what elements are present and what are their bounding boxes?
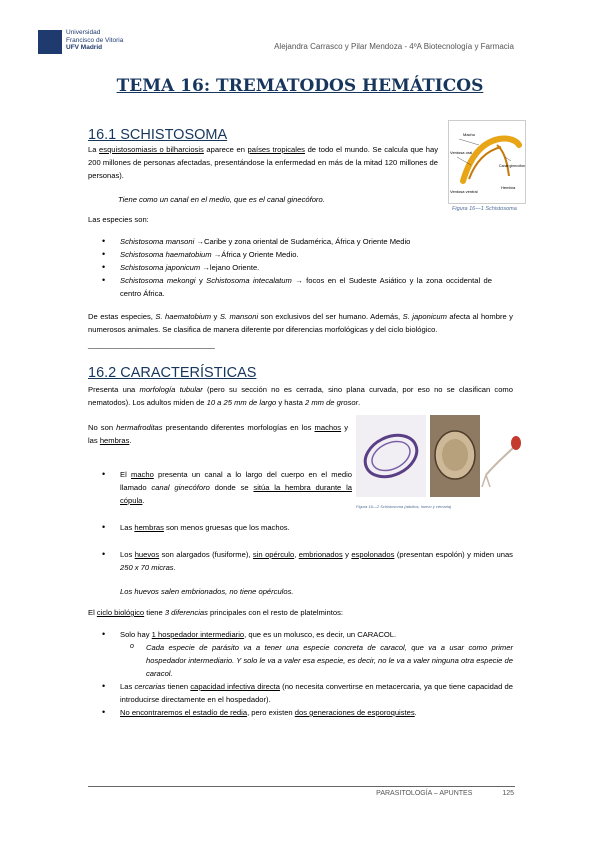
header-authors: Alejandra Carrasco y Pilar Mendoza - 4ºA Biotecnología y Farmacia	[274, 42, 514, 51]
paragraph-intro: La esquistosomiasis o bilharciosis aparece en países tropicales de todo el mundo. Se calcula que hay 200 millones de personas afectadas, presentándose la enfermedad en más de la mitad 120 millones de personas).	[88, 145, 439, 180]
paragraph-cycle: El ciclo biológico tiene 3 diferencias principales con el resto de platelmintos:	[88, 608, 343, 617]
morph-list-3	[92, 548, 513, 574]
note-canal: Tiene como un canal en el medio, que es el canal ginecóforo.	[118, 195, 325, 204]
figure-caption-16-1: Figura 16—1 Schistosoma	[452, 206, 517, 212]
page-number: 125	[502, 790, 514, 797]
difference-sublist	[120, 641, 513, 680]
morph-list-1	[92, 468, 352, 507]
morph-list-2	[92, 521, 512, 534]
page-title: TEMA 16: TREMATODOS HEMÁTICOS	[116, 76, 484, 96]
figure-label-hembra: Hembra	[501, 185, 516, 190]
bullet-huevos: • Los huevos son alargados (fusiforme), sin opérculo, embrionados y espolonados (presentan espolón) y miden unas 250 x 70 micras.	[92, 548, 513, 574]
difference-subitem: o Cada especie de parásito va a tener una especie concreta de caracol, que va a usar como primer hospedador intermediario. Y solo le va a valer esa especie, es decir, no le va a valer ninguna otra especie de caracol.	[120, 641, 513, 680]
figure-label-macho: Macho	[463, 132, 476, 137]
species-item: • Schistosoma mekongi y Schistosoma intecalatum → focos en el Sudeste Asiático y la zona occidental de centro África.	[92, 274, 492, 300]
adults-eggs-figure	[356, 415, 524, 497]
separator: ______________________________	[88, 340, 215, 349]
page-footer	[376, 790, 514, 797]
figure-label-ventosa-oral: Ventosa oral	[450, 150, 473, 155]
university-name: Universidad Francisco de Vitoria UFV Madrid	[66, 29, 124, 51]
section-heading-16-2: 16.2 CARACTERÍSTICAS	[88, 365, 257, 381]
species-item: • Schistosoma mansoni →Caribe y zona oriental de Sudamérica, África y Oriente Medio	[92, 235, 492, 248]
bullet-hembras: • Las hembras son menos gruesas que los machos.	[92, 521, 512, 534]
species-list	[92, 235, 492, 300]
species-intro: Las especies son:	[88, 215, 149, 224]
note-eggs: Los huevos salen embrionados, no tiene opérculos.	[120, 587, 294, 596]
difference-item: • Solo hay 1 hospedador intermediario, que es un molusco, es decir, un CARACOL. o Cada especie de parásito va a tener una especie concreta de caracol, que va a usar como primer hospedador intermediario. Y solo le va a valer esa especie, es decir, no le va a valer ninguna otra especie de caracol.	[92, 628, 513, 680]
schistosoma-figure	[448, 120, 526, 204]
paragraph-sexes: No son hermafroditas presentando diferentes morfologías en los machos y las hembras.	[88, 423, 348, 445]
section-heading-16-1: 16.1 SCHISTOSOMA	[88, 127, 228, 143]
figure-label-ventosa-ventral: Ventosa ventral	[450, 189, 478, 194]
difference-item: • No encontraremos el estadío de redia, pero existen dos generaciones de esporoquistes.	[92, 706, 513, 719]
footer-label: PARASITOLOGÍA – APUNTES	[376, 790, 473, 797]
paragraph-morphology: Presenta una morfología tubular (pero su sección no es cerrada, sino plana curvada, por eso no se clasifican como nematodos). Los adultos miden de 10 a 25 mm de largo y hasta 2 mm de grosor.	[88, 385, 513, 407]
paragraph-species-hosts: De estas especies, S. haematobium y S. mansoni son exclusivos del ser humano. Además, S. japonicum afecta al hombre y numerosos animales. Se clasifica de manera diferente por diferencias morfológicas y del ciclo biológico.	[88, 312, 513, 334]
footer-divider	[88, 786, 515, 787]
figure-caption-16-2: Figura 16—2 Schistosoma (adultos, huevo y cercaria)	[356, 504, 452, 509]
bullet-macho: • El macho presenta un canal a lo largo del cuerpo en el medio llamado canal ginecóforo donde se sitúa la hembra durante la cópula.	[92, 468, 352, 507]
species-item: • Schistosoma haematobium →África y Oriente Medio.	[92, 248, 492, 261]
cycle-differences-list	[92, 628, 513, 719]
university-logo	[38, 30, 62, 54]
figure-label-canal: Canal ginecóforo	[499, 164, 525, 168]
difference-item: • Las cercarias tienen capacidad infectiva directa (no necesita convertirse en metacercaria, ya que tiene capacidad de introducirse directamente en el hospedador).	[92, 680, 513, 706]
species-item: • Schistosoma japonicum →lejano Oriente.	[92, 261, 492, 274]
